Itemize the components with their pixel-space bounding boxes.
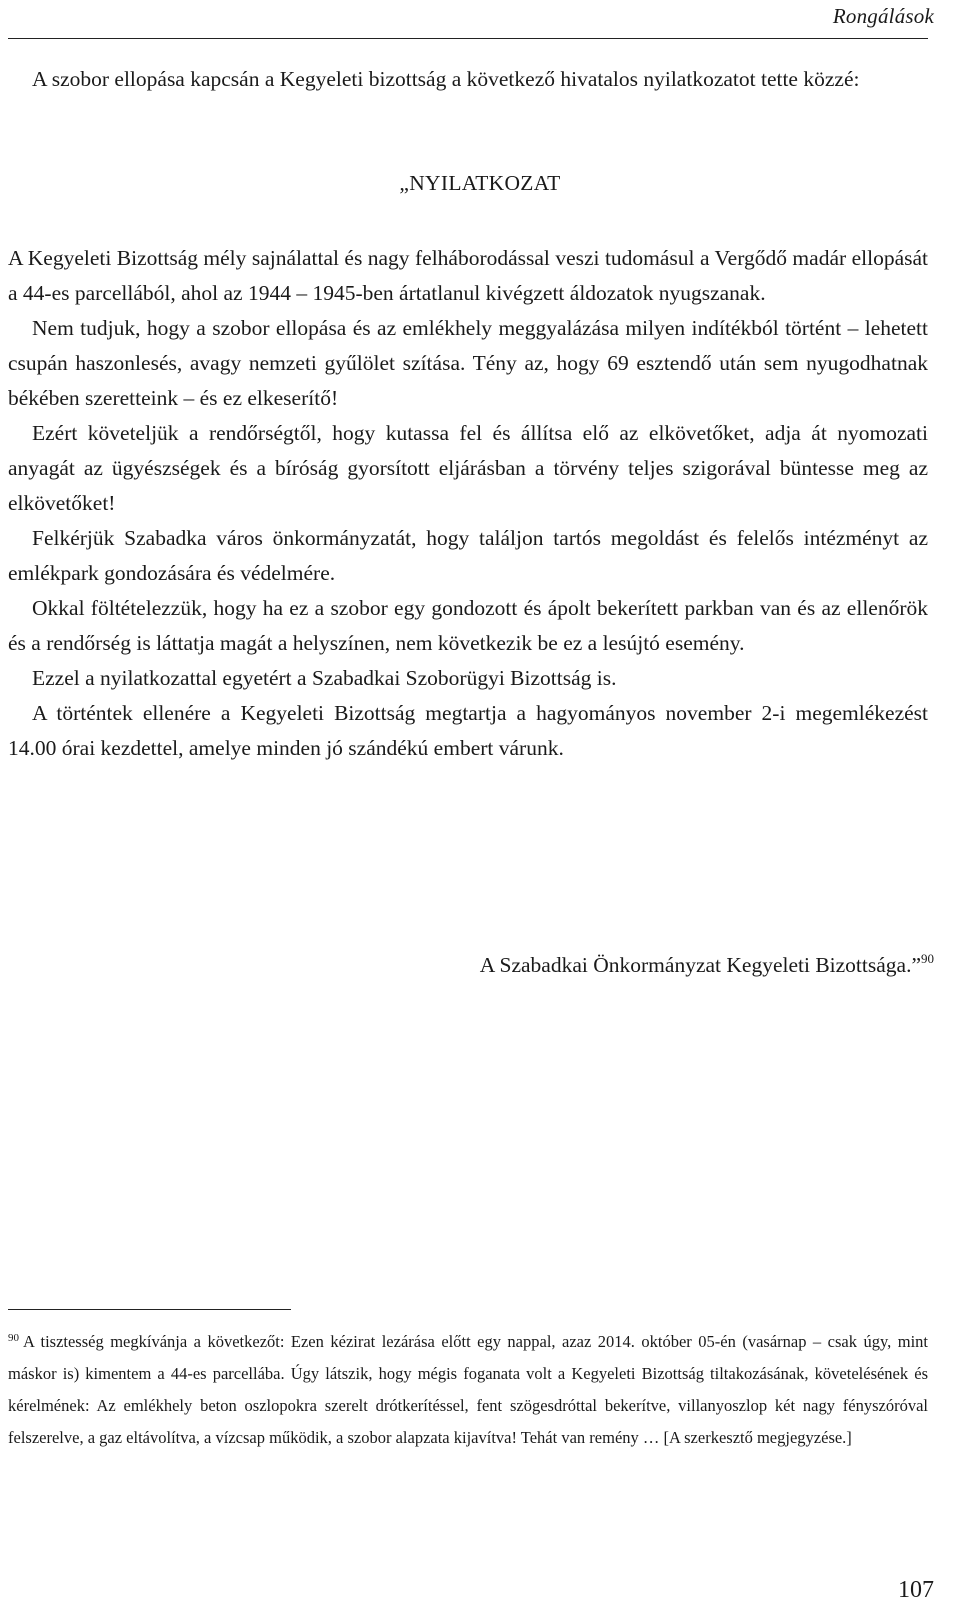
page-number: 107 bbox=[898, 1577, 934, 1603]
declaration-paragraph-4: Felkérjük Szabadka város önkormányzatát, hogy találjon tartós megoldást és felelős intézményt az emlékpark gondozására és védelmére. bbox=[8, 526, 928, 585]
declaration-paragraph-1: A Kegyeleti Bizottság mély sajnálattal és nagy felháborodással veszi tudomásul a Vergődő madár ellopását a 44-es parcellából, ahol az 1944 – 1945-ben ártatlanul kivégzett áldozatok nyugszanak. bbox=[8, 246, 928, 305]
declaration-paragraph-3: Ezért követeljük a rendőrségtől, hogy kutassa fel és állítsa elő az elkövetőket, adja át nyomozati anyagát az ügyészségek és a bíróság gyorsított eljárásban a törvény teljes szigorával büntesse meg az elkövetőket! bbox=[8, 421, 928, 515]
header-rule bbox=[8, 38, 928, 39]
declaration-body bbox=[8, 241, 928, 766]
intro-block bbox=[8, 62, 928, 97]
declaration-heading: „NYILATKOZAT bbox=[399, 171, 561, 195]
footnote bbox=[8, 1322, 928, 1454]
footnote-rule bbox=[8, 1309, 291, 1310]
declaration-paragraph-7: A történtek ellenére a Kegyeleti Bizottság megtartja a hagyományos november 2-i megemlékezést 14.00 órai kezdettel, amelye minden jó szándékú embert várunk. bbox=[8, 701, 928, 760]
declaration-paragraph-6: Ezzel a nyilatkozattal egyetért a Szabadkai Szoborügyi Bizottság is. bbox=[32, 666, 617, 690]
footnote-reference: 90 bbox=[921, 951, 934, 966]
declaration-paragraph-2: Nem tudjuk, hogy a szobor ellopása és az emlékhely meggyalázása milyen indítékból történt – lehetett csupán haszonlesés, avagy nemzeti gyűlölet szítása. Tény az, hogy 69 esztendő után sem nyugodhatnak békében szeretteink – és ez elkeserítő! bbox=[8, 316, 928, 410]
signature bbox=[480, 951, 934, 978]
declaration-paragraph-5: Okkal föltételezzük, hogy ha ez a szobor egy gondozott és ápolt bekerített parkban van és az ellenőrök és a rendőrség is láttatja magát a helyszínen, nem következik be ez a lesújtó esemény. bbox=[8, 596, 928, 655]
footnote-text: A tisztesség megkívánja a következőt: Ezen kézirat lezárása előtt egy nappal, azaz 2014. október 05-én (vasárnap – csak úgy, mint máskor is) kimentem a 44-es parcellába. Úgy látszik, hogy mégis foganata volt a Kegyeleti Bizottság tiltakozásának, követelésének és kérelmének: Az emlékhely beton oszlopokra szerelt drótkerítéssel, fent szögesdróttal bekerítve, villanyoszlop két nagy fényszóróval felszerelve, a gaz eltávolítva, a vízcsap működik, a szobor alapzata kijavítva! Tehát van remény … [A szerkesztő megjegyzése.] bbox=[8, 1332, 928, 1447]
signature-text: A Szabadkai Önkormányzat Kegyeleti Bizottsága.” bbox=[479, 953, 921, 977]
running-head: Rongálások bbox=[832, 4, 934, 28]
footnote-number: 90 bbox=[8, 1332, 19, 1344]
intro-paragraph: A szobor ellopása kapcsán a Kegyeleti bizottság a következő hivatalos nyilatkozatot tette közzé: bbox=[32, 67, 860, 91]
